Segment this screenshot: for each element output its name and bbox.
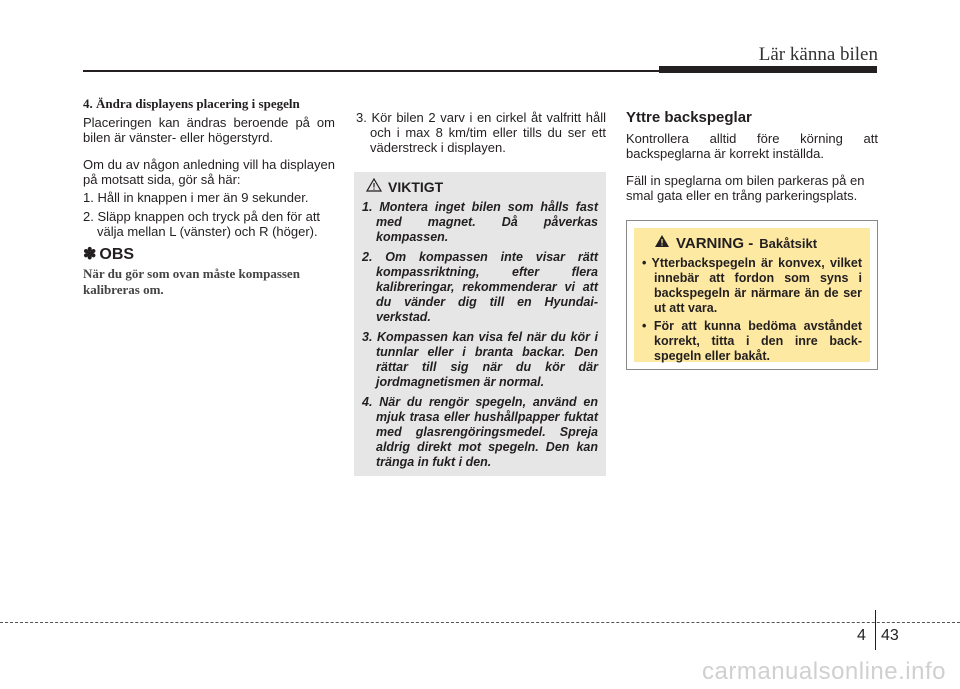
varning-title: VARNING - [676,234,754,252]
viktigt-item: 4. När du rengör spegeln, använd en mjuk trasa eller hushållpapper fuktat med glasrengöringsmedel. Spreja aldrig direkt mot spegeln. Den kan tränga in fukt i den. [362,395,598,469]
varning-subtitle: Bakåtsikt [759,235,818,251]
viktigt-item: 1. Montera inget bilen som hålls fast med magnet. Då påverkas kompassen. [362,200,598,244]
bullet-icon: • [642,256,647,270]
varning-box [626,220,878,370]
bullet-icon: • [642,319,647,333]
warning-triangle-icon [366,178,382,195]
varning-panel [634,228,870,362]
viktigt-box [354,172,606,476]
section-title: Yttre backspeglar [626,109,752,126]
viktigt-item: 2. Om kompassen inte visar rätt kompassriktning, efter flera kalibreringar, rekommenderar vi att du vänder dig till en Hyundai-verkstad. [362,250,598,324]
varning-item [642,319,862,364]
step-item: 2. Släpp knappen och tryck på den för att välja mellan L (vänster) och R (höger). [83,209,321,239]
obs-title: OBS [99,246,135,263]
step-item: 1. Håll in knappen i mer än 9 sekunder. [83,190,309,205]
paragraph: Om du av någon anledning vill ha displayen på motsatt sida, gör så här: [83,157,335,187]
paragraph: Kontrollera alltid före körning att backspeglarna är korrekt inställda. [626,131,878,161]
page-number-divider [875,610,876,650]
obs-body: När du gör som ovan måste kompassen kalibreras om. [83,266,300,297]
section-heading: 4. Ändra displayens placering i spegeln [83,96,300,111]
header-rule-thin [83,70,659,72]
varning-heading [654,234,862,252]
footer-rule [0,622,960,623]
paragraph: Placeringen kan ändras beroende på om bilen är vänster- eller högerstyrd. [83,115,335,145]
step-item: 3. Kör bilen 2 varv i en cirkel åt valfritt håll och i max 8 km/tim eller tills du ser ett väderstreck i displayen. [356,110,606,155]
paragraph: Fäll in speglarna om bilen parkeras på en smal gata eller en trång parkeringsplats. [626,173,865,203]
varning-item-text: För att kunna bedöma avståndet korrekt, titta i den inre back-spegeln eller bakåt. [653,319,862,363]
varning-item-text: Ytterbackspegeln är konvex, vilket innebär att fordon som syns i backspegeln är närmare än de ser ut att vara. [651,256,862,315]
viktigt-item: 3. Kompassen kan visa fel när du kör i tunnlar eller i branta backar. Den rättar till sig när du kör där jordmagnetismen är normal. [362,330,598,389]
middle-column [356,110,606,159]
page-header-title: Lär känna bilen [758,44,878,65]
viktigt-heading [366,178,598,195]
warning-triangle-icon [654,234,670,252]
obs-heading [83,247,335,262]
header-rule-thick [659,66,877,73]
asterisk-icon: ✽ [83,246,97,263]
right-column [626,110,878,215]
chapter-number: 4 [857,627,866,644]
varning-item [642,256,862,316]
left-column [83,96,335,298]
page-number: 43 [881,627,899,644]
viktigt-title: VIKTIGT [388,178,444,195]
watermark: carmanualsonline.info [702,658,946,685]
